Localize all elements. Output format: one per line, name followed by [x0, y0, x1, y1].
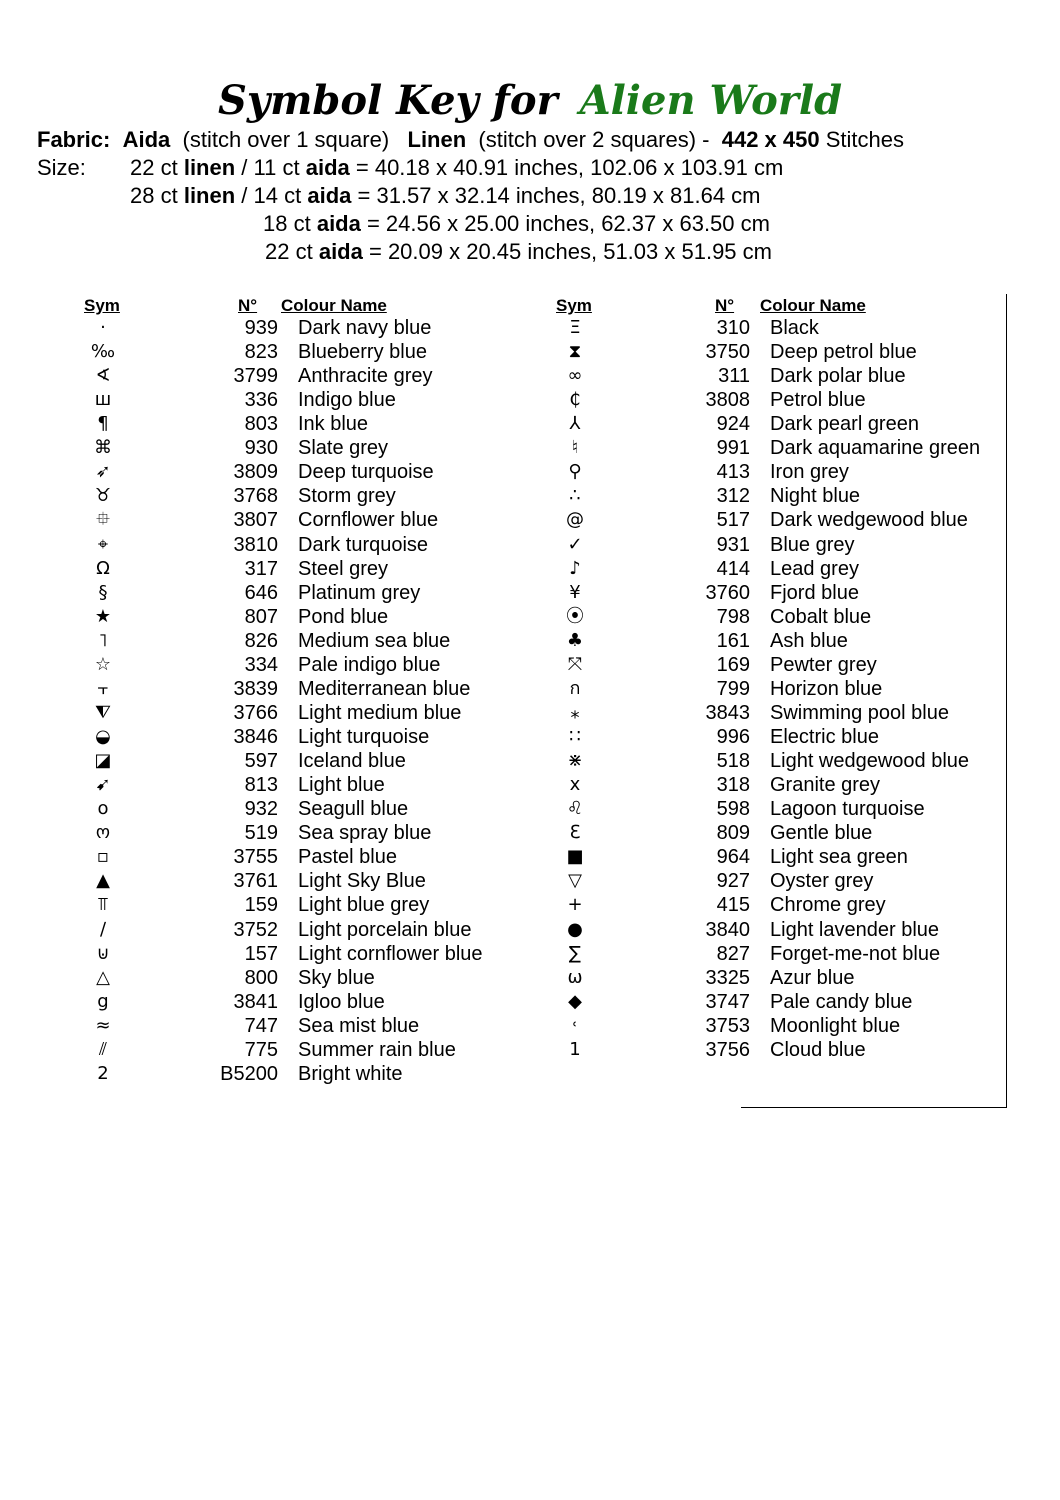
thread-number: 3766 [233, 701, 278, 724]
colour-name: Light sea green [770, 846, 908, 869]
thread-number: B5200 [220, 1062, 278, 1085]
thread-number: 807 [244, 605, 278, 628]
stitch-symbol: ⊍ [96, 942, 110, 964]
right-header-num: N° [715, 296, 735, 315]
colour-name: Granite grey [770, 774, 881, 797]
symbol-row [555, 460, 1005, 484]
symbol-row [83, 990, 533, 1014]
colour-name: Ink blue [298, 413, 369, 436]
thread-number: 3753 [705, 1014, 750, 1037]
stitch-symbol: ∢ [95, 365, 111, 387]
colour-name: Iceland blue [298, 750, 406, 773]
colour-name: Dark pearl green [770, 413, 919, 436]
symbol-row [83, 869, 533, 893]
symbol-row [555, 942, 1005, 966]
stitch-symbol: ⋇ [567, 750, 583, 772]
stitch-symbol: ∑ [568, 942, 582, 964]
symbol-row [83, 460, 533, 484]
stitch-symbol: ∕ [99, 918, 107, 940]
stitch-symbol: ⧗ [568, 341, 582, 363]
symbol-row [83, 725, 533, 749]
colour-name: Blue grey [770, 533, 855, 556]
symbol-row [555, 340, 1005, 364]
stitch-symbol: ▽ [568, 870, 582, 892]
colour-name: Swimming pool blue [770, 701, 949, 724]
colour-name: Igloo blue [298, 990, 385, 1013]
thread-number: 826 [244, 629, 278, 652]
colour-name: Petrol blue [770, 389, 866, 412]
colour-name: Medium sea blue [298, 629, 451, 652]
symbol-row [83, 340, 533, 364]
colour-name: Light porcelain blue [298, 918, 472, 941]
thread-number: 3839 [233, 677, 278, 700]
colour-name: Sea mist blue [298, 1014, 420, 1037]
symbol-row [83, 484, 533, 508]
thread-number: 813 [244, 774, 278, 797]
stitch-symbol: Ξ [569, 317, 581, 338]
thread-number: 3752 [233, 918, 278, 941]
thread-number: 803 [244, 413, 278, 436]
colour-name: Iron grey [770, 461, 849, 484]
stitch-symbol: ♉ [94, 485, 112, 507]
colour-name: Platinum grey [298, 581, 421, 604]
symbol-row [83, 557, 533, 581]
colour-name: Dark turquoise [298, 533, 429, 556]
colour-name: Light medium blue [298, 701, 462, 724]
stitch-symbol: ⯐ [96, 509, 110, 531]
colour-name: Indigo blue [298, 389, 396, 412]
colour-name: Moonlight blue [770, 1014, 901, 1037]
thread-number: 823 [244, 341, 278, 364]
stitch-symbol: ¶ [97, 413, 109, 435]
symbol-row [83, 388, 533, 412]
colour-name: Light blue [298, 774, 385, 797]
symbol-row [83, 1014, 533, 1038]
symbol-row [83, 749, 533, 773]
thread-number: 924 [716, 413, 750, 436]
thread-number: 318 [716, 774, 750, 797]
thread-number: 518 [716, 750, 750, 773]
thread-number: 519 [244, 822, 278, 845]
thread-number: 646 [244, 581, 278, 604]
stitch-symbol: ∞ [567, 365, 583, 387]
thread-number: 3761 [233, 870, 278, 893]
thread-number: 3840 [705, 918, 750, 941]
colour-name: Blueberry blue [298, 341, 427, 364]
symbol-row [555, 1014, 1005, 1038]
stitch-symbol: ■ [566, 846, 584, 868]
symbol-row [555, 581, 1005, 605]
stitch-symbol: ш [94, 389, 112, 411]
colour-name: Dark aquamarine green [770, 437, 981, 460]
stitch-symbol: ∴ [569, 485, 581, 507]
symbol-row [83, 773, 533, 797]
colour-name: Ash blue [770, 629, 848, 652]
thread-number: 3755 [233, 846, 278, 869]
right-header-sym: Sym [556, 296, 592, 315]
stitches-word: Stitches [825, 127, 904, 152]
stitch-symbol: ℇ [569, 822, 581, 844]
thread-number: 312 [716, 485, 750, 508]
stitch-symbol: ♮ [571, 437, 579, 459]
symbol-row [83, 797, 533, 821]
stitch-symbol: ♌ [566, 798, 584, 820]
stitch-symbol: g [97, 990, 109, 1012]
size-line-1: 22 ct linen / 11 ct aida = 40.18 x 40.91 inches, 102.06 x 103.91 cm [130, 155, 784, 180]
colour-name: Mediterranean blue [298, 677, 471, 700]
symbol-row [555, 605, 1005, 629]
symbol-row [83, 845, 533, 869]
thread-number: 3747 [705, 990, 750, 1013]
thread-number: 3808 [705, 389, 750, 412]
colour-name: Cloud blue [770, 1038, 866, 1061]
symbol-row [555, 749, 1005, 773]
stitch-symbol: o [97, 798, 109, 820]
stitch-symbol: ⌖ [97, 533, 109, 555]
colour-name: Electric blue [770, 726, 879, 749]
colour-name: Pewter grey [770, 653, 877, 676]
symbol-row [555, 701, 1005, 725]
symbol-row [83, 1062, 533, 1086]
colour-name: Pond blue [298, 605, 389, 628]
symbol-row [83, 605, 533, 629]
stitch-symbol: ∷ [569, 726, 581, 748]
stitch-symbol: ก [569, 677, 581, 699]
symbol-row [83, 966, 533, 990]
stitch-symbol: ♣ [566, 629, 584, 651]
symbol-row [83, 701, 533, 725]
stitch-symbol: Ω [96, 557, 110, 579]
thread-number: 809 [716, 822, 750, 845]
symbol-row [555, 918, 1005, 942]
thread-number: 747 [244, 1014, 278, 1037]
pattern-name: Alien World [579, 77, 843, 124]
table-frame-bottom [741, 1107, 1007, 1108]
thread-number: 597 [244, 750, 278, 773]
thread-number: 3799 [233, 365, 278, 388]
thread-number: 598 [716, 798, 750, 821]
symbol-row [555, 484, 1005, 508]
fabric-line [37, 126, 904, 154]
symbol-row [555, 677, 1005, 701]
thread-number: 3846 [233, 726, 278, 749]
symbol-row [83, 412, 533, 436]
thread-number: 311 [718, 365, 750, 388]
stitch-symbol: 1 [569, 1038, 581, 1060]
colour-name: Light turquoise [298, 726, 430, 749]
fabric-aida: Aida [122, 127, 171, 152]
page-title [0, 76, 1060, 126]
thread-number: 927 [716, 870, 750, 893]
stitch-count: 442 x 450 [721, 127, 820, 152]
symbol-row [83, 653, 533, 677]
stitch-symbol: ‰ [90, 341, 116, 363]
stitch-symbol: ★ [94, 605, 112, 627]
thread-number: 157 [244, 942, 278, 965]
colour-name: Anthracite grey [298, 365, 433, 388]
stitch-symbol: ⦿ [566, 605, 584, 627]
colour-name: Sea spray blue [298, 822, 432, 845]
symbol-row [555, 893, 1005, 917]
symbol-row [555, 869, 1005, 893]
symbol-row [555, 845, 1005, 869]
left-header-name: Colour Name [281, 296, 387, 315]
symbol-row [83, 629, 533, 653]
thread-number: 3756 [705, 1038, 750, 1061]
thread-number: 3809 [233, 461, 278, 484]
stitch-symbol: ◒ [95, 726, 111, 748]
stitch-symbol: @ [566, 509, 584, 531]
symbol-row [555, 388, 1005, 412]
colour-name: Dark navy blue [298, 317, 432, 339]
stitch-symbol: ♪ [569, 557, 581, 579]
symbol-row [555, 725, 1005, 749]
colour-name: Cornflower blue [298, 509, 439, 532]
stitch-symbol: ⫽ [98, 1038, 108, 1060]
symbol-row [555, 653, 1005, 677]
symbol-row [555, 533, 1005, 557]
thread-number: 939 [244, 317, 278, 339]
symbol-row [83, 677, 533, 701]
thread-number: 334 [244, 653, 278, 676]
symbol-row [555, 966, 1005, 990]
thread-number: 799 [716, 677, 750, 700]
colour-name: Oyster grey [770, 870, 874, 893]
thread-number: 414 [716, 557, 750, 580]
colour-name: Dark wedgewood blue [770, 509, 968, 532]
thread-number: 3750 [705, 341, 750, 364]
thread-number: 800 [244, 966, 278, 989]
stitch-symbol: + [567, 894, 583, 916]
colour-name: Chrome grey [770, 894, 886, 917]
thread-number: 996 [716, 726, 750, 749]
symbol-row [83, 581, 533, 605]
thread-number: 159 [244, 894, 278, 917]
symbol-row [555, 629, 1005, 653]
stitch-symbol: ⅄ [569, 413, 581, 435]
colour-name: Lagoon turquoise [770, 798, 925, 821]
stitch-symbol: ⚲ [568, 461, 582, 483]
stitch-symbol: ➹ [95, 774, 111, 796]
symbol-row [555, 821, 1005, 845]
stitch-symbol: x [569, 774, 581, 796]
stitch-symbol: ¥ [569, 581, 581, 603]
stitch-symbol: ⫟ [97, 677, 109, 699]
stitch-symbol: ₵ [569, 389, 581, 411]
stitch-symbol: ⫪ [97, 894, 109, 916]
colour-name: Slate grey [298, 437, 389, 460]
stitch-symbol: ⧨ [94, 701, 112, 723]
thread-number: 161 [716, 629, 750, 652]
thread-number: 827 [716, 942, 750, 965]
colour-name: Light blue grey [298, 894, 430, 917]
symbol-row [555, 990, 1005, 1014]
thread-number: 3843 [705, 701, 750, 724]
thread-number: 415 [716, 894, 750, 917]
thread-number: 964 [716, 846, 750, 869]
symbol-row [83, 821, 533, 845]
stitch-symbol: ◆ [568, 990, 582, 1012]
thread-number: 317 [244, 557, 278, 580]
symbol-row [555, 508, 1005, 532]
colour-name: Fjord blue [770, 581, 859, 604]
colour-name: Light wedgewood blue [770, 750, 970, 773]
stitch-symbol: ო [95, 822, 111, 844]
colour-name: Azur blue [770, 966, 855, 989]
left-header-num: N° [238, 296, 258, 315]
symbol-row [555, 773, 1005, 797]
fabric-label: Fabric: [37, 127, 111, 152]
right-header-name: Colour Name [760, 296, 866, 315]
stitch-symbol: ≈ [95, 1014, 111, 1036]
thread-number: 798 [716, 605, 750, 628]
symbol-row [555, 557, 1005, 581]
thread-number: 932 [244, 798, 278, 821]
fabric-linen: Linen [407, 127, 467, 152]
colour-name: Horizon blue [770, 677, 883, 700]
colour-name: Pastel blue [298, 846, 397, 869]
colour-name: Summer rain blue [298, 1038, 456, 1061]
symbol-row [555, 412, 1005, 436]
symbol-row [83, 364, 533, 388]
symbol-row [555, 364, 1005, 388]
thread-number: 336 [244, 389, 278, 412]
stitch-symbol: ◪ [94, 750, 112, 772]
thread-number: 3760 [705, 581, 750, 604]
thread-number: 413 [716, 461, 750, 484]
colour-name: Light Sky Blue [298, 870, 426, 893]
colour-name: Night blue [770, 485, 861, 508]
colour-name: Pale candy blue [770, 990, 913, 1013]
stitch-symbol: ⤧ [567, 653, 583, 675]
colour-name: Cobalt blue [770, 605, 872, 628]
fabric-aida-note: (stitch over 1 square) [182, 127, 390, 152]
stitch-symbol: ▫ [96, 846, 110, 868]
colour-name: Sky blue [298, 966, 375, 989]
stitch-symbol: ⌘ [94, 437, 112, 459]
stitch-symbol: ● [567, 918, 583, 940]
colour-name: Pale indigo blue [298, 653, 441, 676]
thread-number: 930 [244, 437, 278, 460]
thread-number: 3841 [233, 990, 278, 1013]
symbol-row [555, 436, 1005, 460]
colour-name: Bright white [298, 1062, 403, 1085]
symbol-row [83, 436, 533, 460]
thread-number: 3807 [233, 509, 278, 532]
stitch-symbol: ➶ [95, 461, 111, 483]
left-header-sym: Sym [84, 296, 120, 315]
thread-number: 3325 [705, 966, 750, 989]
colour-name: Lead grey [770, 557, 859, 580]
thread-number: 3810 [233, 533, 278, 556]
symbol-row [83, 893, 533, 917]
colour-name: Storm grey [298, 485, 396, 508]
stitch-symbol: ☆ [94, 653, 112, 675]
colour-name: Black [770, 317, 819, 339]
symbol-row [83, 316, 533, 340]
symbol-row [83, 1038, 533, 1062]
colour-name: Forget-me-not blue [770, 942, 941, 965]
thread-number: 991 [716, 437, 750, 460]
thread-number: 169 [716, 653, 750, 676]
stitch-symbol: § [98, 581, 108, 603]
title-prefix: Symbol Key for [217, 77, 558, 124]
symbol-row [555, 316, 1005, 340]
stitch-symbol: ˓ [572, 1014, 578, 1036]
colour-name: Seagull blue [298, 798, 409, 821]
stitch-symbol: 2 [97, 1062, 109, 1084]
stitch-symbol: ω [567, 966, 583, 988]
table-frame-right [1006, 294, 1007, 1108]
size-line-3: 18 ct aida = 24.56 x 25.00 inches, 62.37 x 63.50 cm [263, 211, 770, 236]
stitch-symbol: · [100, 317, 106, 338]
thread-number: 517 [716, 509, 750, 532]
symbol-row [555, 797, 1005, 821]
symbol-row [83, 533, 533, 557]
colour-name: Deep petrol blue [770, 341, 917, 364]
thread-number: 3768 [233, 485, 278, 508]
stitch-symbol: ⁎ [570, 701, 580, 723]
stitch-symbol: △ [96, 966, 110, 988]
colour-name: Gentle blue [770, 822, 873, 845]
symbol-row [83, 918, 533, 942]
colour-name: Deep turquoise [298, 461, 434, 484]
size-line-4: 22 ct aida = 20.09 x 20.45 inches, 51.03 x 51.95 cm [265, 239, 772, 264]
symbol-row [83, 942, 533, 966]
size-line-2: 28 ct linen / 14 ct aida = 31.57 x 32.14 inches, 80.19 x 81.64 cm [130, 183, 761, 208]
stitch-symbol: ▲ [96, 870, 110, 892]
stitch-symbol: ✓ [567, 533, 583, 555]
size-label: Size: [37, 155, 86, 180]
colour-name: Light lavender blue [770, 918, 940, 941]
symbol-row [555, 1038, 1005, 1062]
thread-number: 931 [716, 533, 750, 556]
colour-name: Light cornflower blue [298, 942, 483, 965]
stitch-symbol: ˥ [98, 629, 108, 651]
thread-number: 310 [716, 317, 750, 339]
fabric-linen-note: (stitch over 2 squares) - [478, 127, 710, 152]
colour-name: Steel grey [298, 557, 389, 580]
thread-number: 775 [244, 1038, 278, 1061]
colour-name: Dark polar blue [770, 365, 906, 388]
symbol-row [83, 508, 533, 532]
